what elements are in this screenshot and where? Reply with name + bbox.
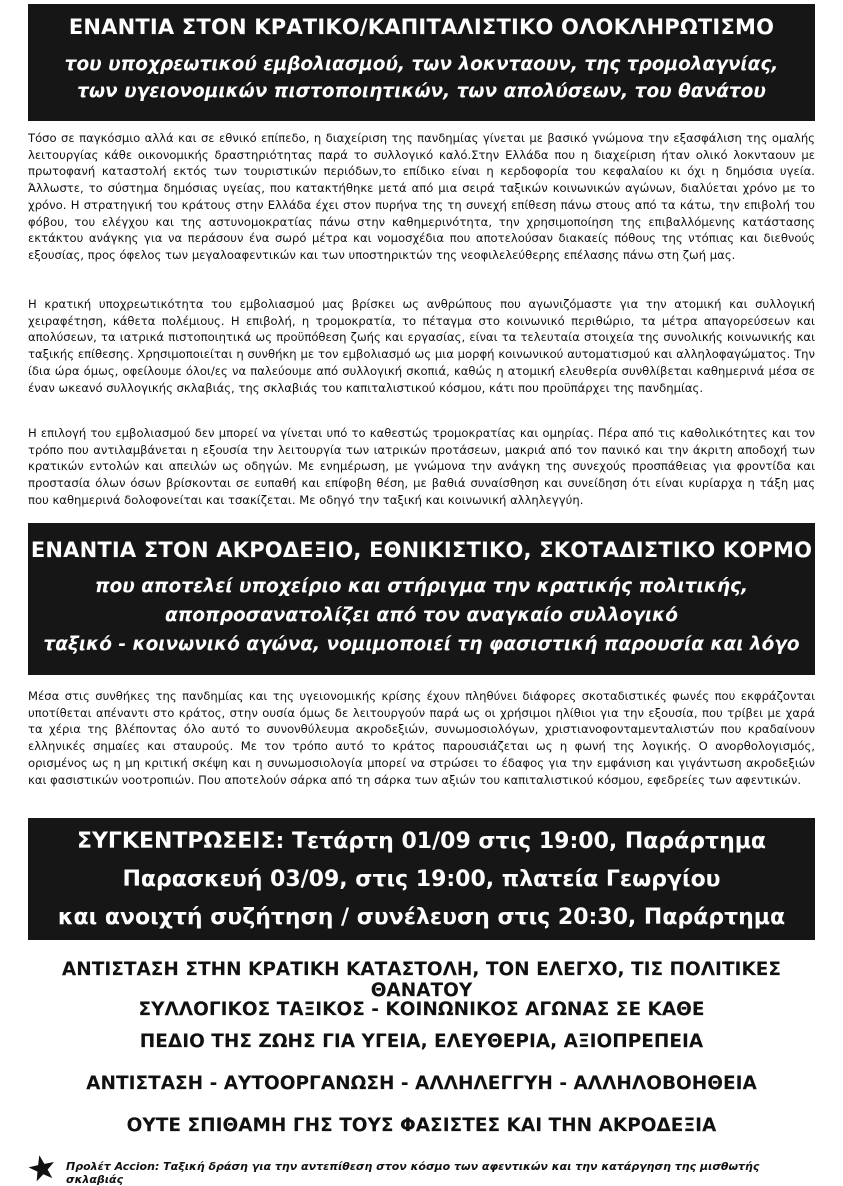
slogan-1: ΑΝΤΙΣΤΑΣΗ ΣΤΗΝ ΚΡΑΤΙΚΗ ΚΑΤΑΣΤΟΛΗ, ΤΟΝ ΕΛΕΓΧΟ, ΤΙΣ ΠΟΛΙΤΙΚΕΣ ΘΑΝΑΤΟΥ xyxy=(61,959,782,1001)
paragraph-4-text: Μέσα στις συνθήκες της πανδημίας και της υγειονομικής κρίσης έχουν πληθύνει διάφορες σκοταδιστικές φωνές που εκφράζονται υποτίθεται απέναντι στο κράτος, στην ουσία όμως δε λειτουργούν παρά ως οι χρήσιμοι ηλίθιοι για την εξουσία, που τρίβει με χαρά τα χέρια της βλέποντας όλο αυτό το συνονθύλευμα ακροδεξιών, συνωμοσιολόγων, χριστιανοφονταμενταλιστών που κραδαίνουν ελληνικές σημαίες και σταυρούς. Με τον τρόπο αυτό το κράτος παρουσιάζεται ως η φωνή της λογικής. Ο ανορθολογισμός, ορισμένος ως η μη κριτική σκέψη και η συνωμοσιολογία μπορεί να στρώσει το έδαφος για την εμφάνιση και γιγάντωση ακροδεξιών και φασιστικών νοοτροπιών. Που αποτελούν σάρκα από τη σάρκα των αξιών του καπιταλιστικού κόσμου, εφεδρείες των αφεντικών. xyxy=(28,689,815,787)
slogan-2: ΣΥΛΛΟΓΙΚΟΣ ΤΑΞΙΚΟΣ - ΚΟΙΝΩΝΙΚΟΣ ΑΓΩΝΑΣ ΣΕ ΚΑΘΕ xyxy=(138,999,705,1020)
paragraph-4 xyxy=(28,688,815,788)
rally-line-2: Παρασκευή 03/09, στις 19:00, πλατεία Γεωργίου xyxy=(122,867,721,892)
paragraph-2-text: Η κρατική υποχρεωτικότητα του εμβολιασμού μας βρίσκει ως ανθρώπους που αγωνιζόμαστε για την ατομική και συλλογική χειραφέτηση, κάθετα πολέμιους. Η επιβολή, η τρομοκρατία, το πέταγμα στο κοινωνικό περιθώριο, τα μέτρα απαγορεύσεων και απολύσεων, τα ιατρικά πιστοποιητικά ως προϋπόθεση ζωής και εργασίας, είναι τα τελευταία στοιχεία της συνολικής κοινωνικής και ταξικής επίθεσης. Χρησιμοποιείται η συνθήκη με τον εμβολιασμό ως μια μορφή κοινωνικού αυτοματισμού και αλληλοφαγώματος. Την ίδια ώρα όμως, οφείλουμε όλοι/ες να παλεύουμε από συλλογική σκοπιά, καθώς η ατομική ελευθερία συνθλίβεται καθημερινά μέσα σε έναν ωκεανό συλλογικής σκλαβιάς, της σκλαβιάς του καπιταλιστικού κόσμου, κάτι που προϋπάρχει της πανδημίας. xyxy=(28,297,815,395)
rallies-block xyxy=(28,818,815,940)
paragraph-1 xyxy=(28,130,815,264)
section-1-subtitle-line-1: του υποχρεωτικού εμβολιασμού, των λοκνταουν, της τρομολαγνίας, xyxy=(64,54,779,75)
footer-text: Προλέτ Accion: Ταξική δράση για την αντεπίθεση στον κόσμο των αφεντικών και την κατάργηση της μισθωτής σκλαβιάς xyxy=(66,1160,760,1186)
slogan-3: ΠΕΔΙΟ ΤΗΣ ΖΩΗΣ ΓΙΑ ΥΓΕΙΑ, ΕΛΕΥΘΕΡΙΑ, ΑΞΙΟΠΡΕΠΕΙΑ xyxy=(139,1031,704,1052)
section-2-header xyxy=(28,523,815,675)
star-icon xyxy=(28,1154,56,1182)
section-2-subtitle-line-3: ταξικό - κοινωνικό αγώνα, νομιμοποιεί τη φασιστική παρουσία και λόγο xyxy=(43,634,800,655)
paragraph-1-text: Τόσο σε παγκόσμιο αλλά και σε εθνικό επίπεδο, η διαχείριση της πανδημίας γίνεται με βασικό γνώμονα την εξασφάλιση της ομαλής λειτουργίας κάθε οικονομικής δραστηριότητας παρά το συλλογικό καλό.Στην Ελλάδα που η διαχείριση ήταν ολικό λοκνταουν με πρωτοφανή καταστολή εκτός των τουριστικών περιόδων,το επίδικο είναι η κερδοφορία του κεφαλαίου κι όχι η δημόσια υγεία. Άλλωστε, το σύστημα δημόσιας υγείας, που κατακτήθηκε μετά από μια σειρά ταξικών κοινωνικών αγώνων, διαλύεται χρόνο με το χρόνο. Η στρατηγική του κράτους στην Ελλάδα έχει στον πυρήνα της τη συνεχή επίθεση πάνω στους από τα κάτω, την επιβολή του φόβου, του ελέγχου και της αστυνομοκρατίας πάνω στην καθημερινότητα, την χρησιμοποίηση της επιβαλλόμενης κατάστασης εκτάκτου ανάγκης για να περάσουν ένα σωρό μέτρα και νομοσχέδια που αποτελούσαν διακαείς πόθους της ντόπιας και διεθνούς εξουσίας, προς όφελος των μεγαλοαφεντικών και των υποστηρικτών της νεοφιλελεύθερης επέλασης πάνω στη ζωή μας. xyxy=(28,131,815,262)
paragraph-2 xyxy=(28,296,815,396)
footer xyxy=(28,1154,815,1186)
slogan-4: ΑΝΤΙΣΤΑΣΗ - ΑΥΤΟΟΡΓΑΝΩΣΗ - ΑΛΛΗΛΕΓΓΥΗ - ΑΛΛΗΛΟΒΟΗΘΕΙΑ xyxy=(86,1073,757,1094)
rally-line-1: ΣΥΓΚΕΝΤΡΩΣΕΙΣ: Τετάρτη 01/09 στις 19:00, Παράρτημα xyxy=(76,829,767,854)
section-1-title: ΕΝΑΝΤΙΑ ΣΤΟΝ ΚΡΑΤΙΚΟ/ΚΑΠΙΤΑΛΙΣΤΙΚΟ ΟΛΟΚΛΗΡΩΤΙΣΜΟ xyxy=(68,15,775,39)
paragraph-3 xyxy=(28,425,815,509)
section-2-title: ΕΝΑΝΤΙΑ ΣΤΟΝ ΑΚΡΟΔΕΞΙΟ, ΕΘΝΙΚΙΣΤΙΚΟ, ΣΚΟΤΑΔΙΣΤΙΚΟ ΚΟΡΜΟ xyxy=(30,538,813,562)
section-1-header xyxy=(28,4,815,121)
slogan-5: ΟΥΤΕ ΣΠΙΘΑΜΗ ΓΗΣ ΤΟΥΣ ΦΑΣΙΣΤΕΣ ΚΑΙ ΤΗΝ ΑΚΡΟΔΕΞΙΑ xyxy=(126,1115,717,1136)
section-1-subtitle-line-2: των υγειονομικών πιστοποιητικών, των απολύσεων, του θανάτου xyxy=(77,81,766,102)
rally-line-3: και ανοιχτή συζήτηση / συνέλευση στις 20:30, Παράρτημα xyxy=(57,905,786,930)
section-2-subtitle-line-2: αποπροσανατολίζει από τον αναγκαίο συλλογικό xyxy=(165,605,678,626)
paragraph-3-text: Η επιλογή του εμβολιασμού δεν μπορεί να γίνεται υπό το καθεστώς τρομοκρατίας και ομηρίας. Πέρα από τις καθολικότητες και τον τρόπο που αντιλαμβάνεται η εξουσία την λειτουργία των ιατρικών προτάσεων, μακριά από τον πανικό και την άκριτη αποδοχή των κρατικών εντολών και απειλών ως οδηγών. Με ενημέρωση, με γνώμονα την ανάγκη της συνεχούς προσπάθειας για φροντίδα και προστασία όλων όσων βρίσκονται σε ευπαθή και επίφοβη θέση, με βαθιά συναίσθηση και συνείδηση ότι είναι κυρίαρχα η τάξη μας που καθημερινά δολοφονείται και τσακίζεται. Με οδηγό την ταξική και κοινωνική αλληλεγγύη. xyxy=(28,426,815,507)
slogans xyxy=(28,955,815,1145)
section-2-subtitle-line-1: που αποτελεί υποχείριο και στήριγμα την κρατικής πολιτικής, xyxy=(94,576,749,597)
